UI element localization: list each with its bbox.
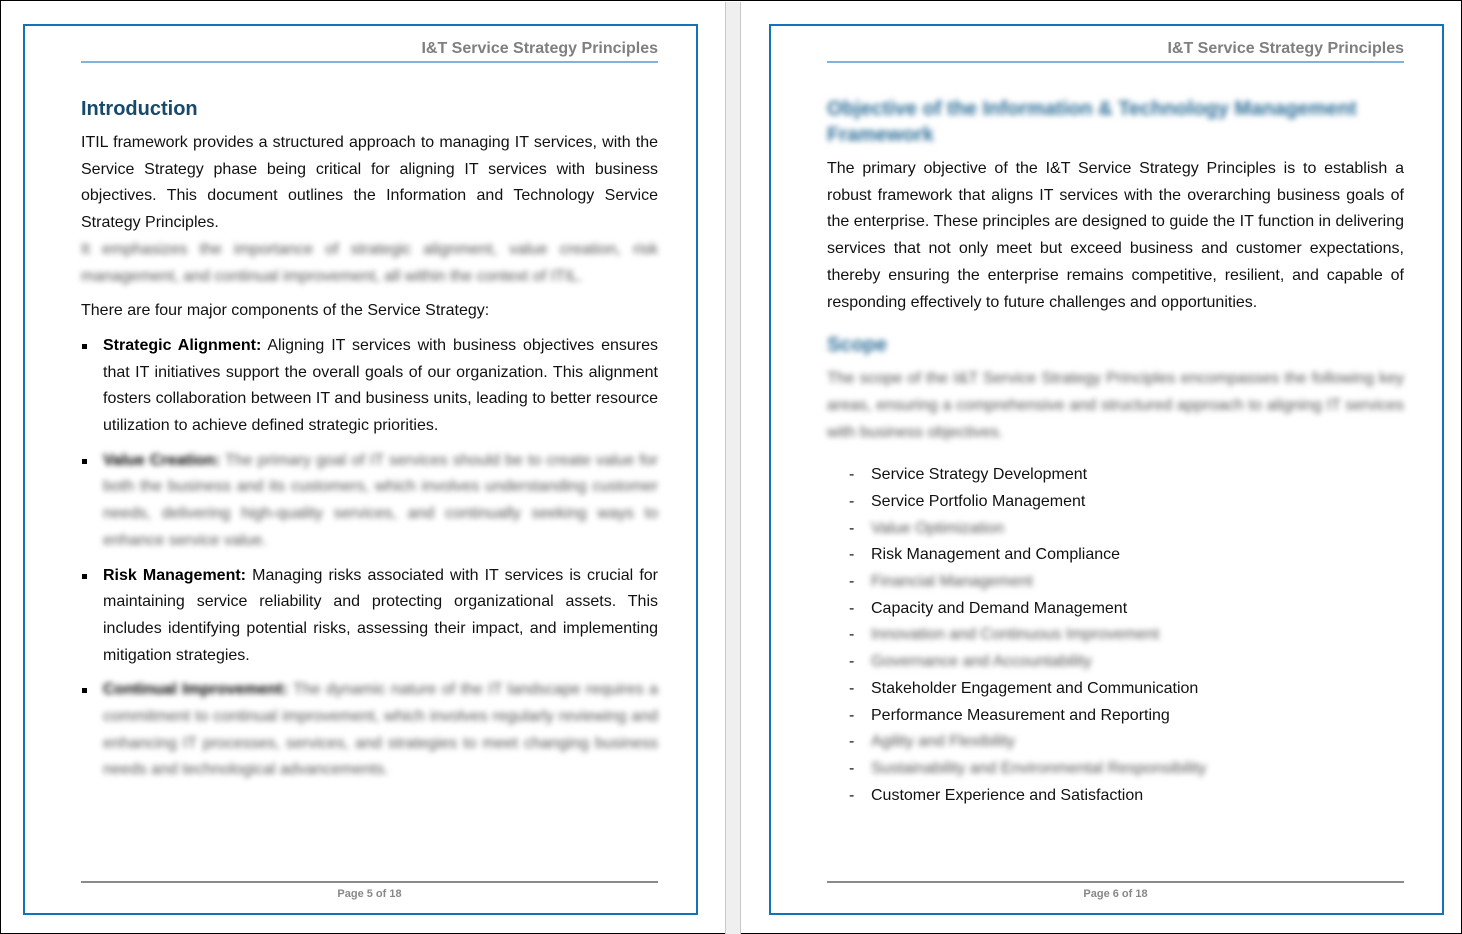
page-content <box>827 96 1404 809</box>
page-5 <box>23 24 698 915</box>
running-header: I&T Service Strategy Principles <box>1167 40 1404 57</box>
list-item-redacted: - Value Optimization <box>849 516 1404 543</box>
scope-paragraph-redacted: The scope of the I&T Service Strategy Principles encompasses the following key areas, ensuring a comprehensive and structured approach to aligning IT services with business objectives. <box>827 370 1404 441</box>
item-text: The dynamic nature of the IT landscape requires a commitment to continual improvement, which involves regularly reviewing and enhancing IT processes, services, and strategies to meet changing business needs and technological advancements. <box>103 681 658 779</box>
dash-bullet-icon: - <box>849 519 855 537</box>
dash-bullet-icon: - <box>849 626 855 644</box>
square-bullet-icon <box>82 459 87 464</box>
list-item-redacted: - Financial Management <box>849 569 1404 596</box>
page-content <box>81 96 658 792</box>
dash-bullet-icon: - <box>849 733 855 751</box>
footer-rule <box>81 881 658 883</box>
intro-paragraph: ITIL framework provides a structured approach to managing IT services, with the Service Strategy phase being critical for aligning IT services with business objectives. This document outlines the Information and Technology Service Strategy Principles. <box>81 134 658 232</box>
running-header: I&T Service Strategy Principles <box>421 40 658 57</box>
dash-bullet-icon: - <box>849 466 855 484</box>
list-item <box>81 333 658 440</box>
list-item: - Customer Experience and Satisfaction <box>849 783 1404 810</box>
dash-bullet-icon: - <box>849 599 855 617</box>
section-heading-objective-redacted: Objective of the Information & Technology Management Framework <box>827 98 1357 146</box>
dash-bullet-icon: - <box>849 679 855 697</box>
list-item-redacted: - Governance and Accountability <box>849 649 1404 676</box>
dash-bullet-icon: - <box>849 573 855 591</box>
item-title: Strategic Alignment: <box>103 336 262 354</box>
item-title: Continual Improvement: <box>103 681 288 699</box>
item-text: The primary goal of IT services should be to create value for both the business and its customers, which involves understanding customer needs, delivering high-quality services, and continually seeking ways to enhance service value. <box>103 451 659 549</box>
scope-list <box>827 462 1404 809</box>
dash-bullet-icon: - <box>849 546 855 564</box>
dash-bullet-icon: - <box>849 759 855 777</box>
intro-paragraph-redacted: It emphasizes the importance of strategic alignment, value creation, risk management, and continual improvement, all within the context of ITIL. <box>81 240 658 285</box>
dash-bullet-icon: - <box>849 706 855 724</box>
item-title: Risk Management: <box>103 566 247 584</box>
item-text: Aligning IT services with business objectives ensures that IT initiatives support the overall goals of our organization. This alignment fosters collaboration between IT and business units, leading to better resource utilization to achieve defined strategic priorities. <box>103 336 658 435</box>
page-number: Page 6 of 18 <box>1083 888 1148 900</box>
list-item: - Stakeholder Engagement and Communication <box>849 676 1404 703</box>
list-item-redacted: - Sustainability and Environmental Responsibility <box>849 756 1404 783</box>
list-item-redacted <box>81 448 658 555</box>
dash-bullet-icon: - <box>849 493 855 511</box>
list-item: - Performance Measurement and Reporting <box>849 703 1404 730</box>
list-item-redacted <box>81 677 658 784</box>
objective-paragraph: The primary objective of the I&T Service Strategy Principles is to establish a robust framework that aligns IT services with the overarching business goals of the enterprise. These principles are designed to guide the IT function in delivering services that not only meet but exceed business and customer expectations, thereby ensuring the enterprise remains competitive, resilient, and capable of responding effectively to future challenges and opportunities. <box>827 160 1404 311</box>
list-item: - Risk Management and Compliance <box>849 542 1404 569</box>
section-heading-scope-redacted: Scope <box>827 334 888 357</box>
list-item <box>81 563 658 670</box>
page-gutter <box>725 2 741 934</box>
list-item: - Service Strategy Development <box>849 462 1404 489</box>
square-bullet-icon <box>82 688 87 693</box>
square-bullet-icon <box>82 574 87 579</box>
header-rule <box>81 61 658 63</box>
header-rule <box>827 61 1404 63</box>
dash-bullet-icon: - <box>849 786 855 804</box>
item-title: Value Creation: <box>103 451 221 469</box>
list-item: - Service Portfolio Management <box>849 489 1404 516</box>
item-text: Managing risks associated with IT services is crucial for maintaining service reliability and protecting organizational assets. This includes identifying potential risks, assessing their impact, and implementing mitigation strategies. <box>103 566 658 664</box>
dash-bullet-icon: - <box>849 653 855 671</box>
list-item: - Capacity and Demand Management <box>849 596 1404 623</box>
list-item-redacted: - Agility and Flexibility <box>849 729 1404 756</box>
page-number: Page 5 of 18 <box>337 888 402 900</box>
footer-rule <box>827 881 1404 883</box>
list-item-redacted: - Innovation and Continuous Improvement <box>849 622 1404 649</box>
section-heading-introduction: Introduction <box>81 98 198 120</box>
components-list <box>81 333 658 784</box>
components-intro: There are four major components of the Service Strategy: <box>81 302 490 320</box>
page-6 <box>769 24 1444 915</box>
square-bullet-icon <box>82 344 87 349</box>
